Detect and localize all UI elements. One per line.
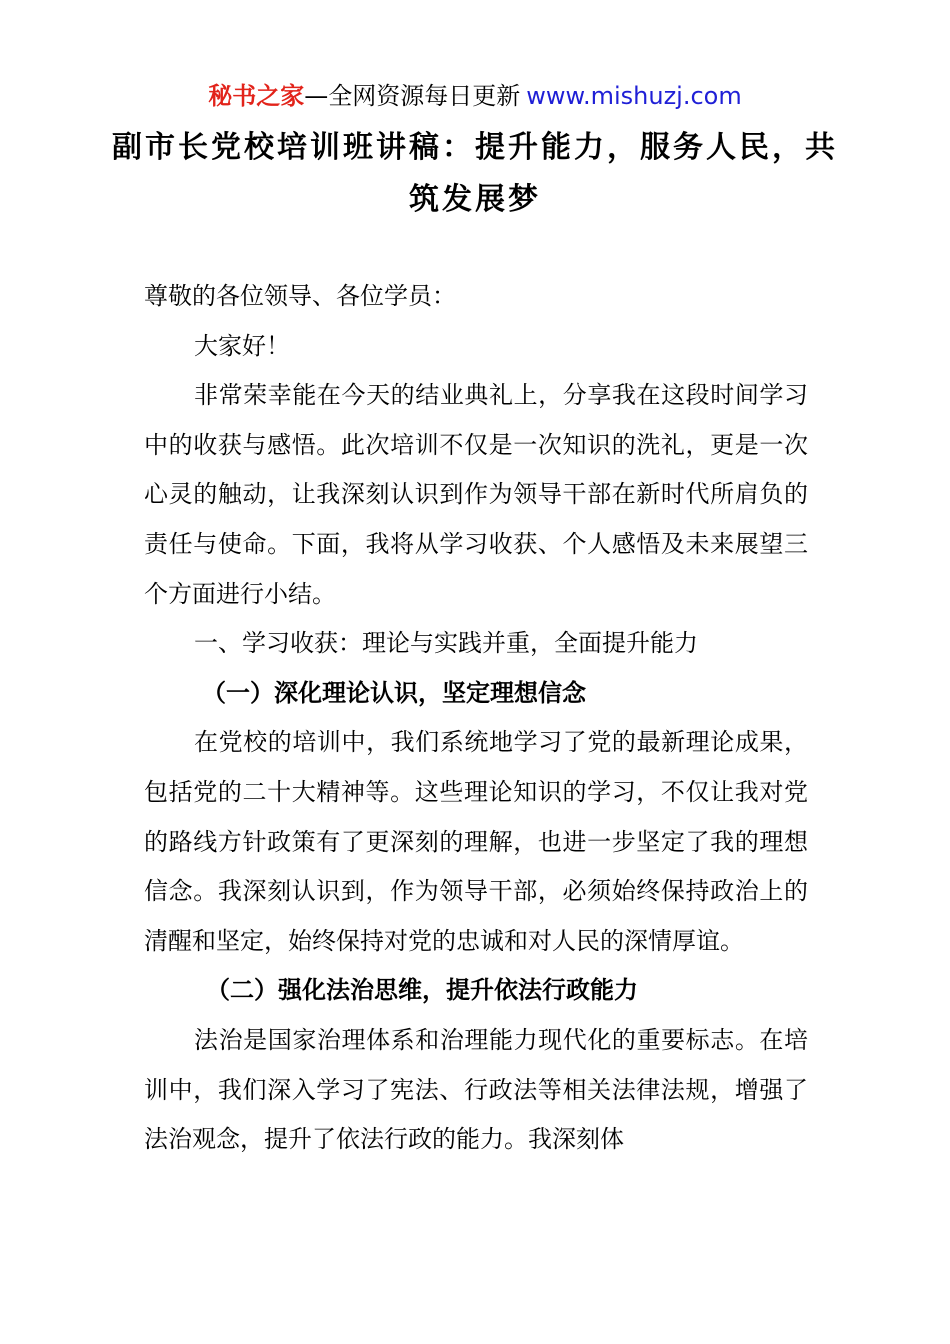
- subsection-heading-1: （一）深化理论认识，坚定理想信念: [202, 678, 586, 707]
- salutation: 尊敬的各位领导、各位学员：: [144, 282, 456, 310]
- site-header: [0, 80, 950, 112]
- greeting: 大家好！: [194, 331, 290, 360]
- intro-paragraph: 非常荣幸能在今天的结业典礼上，分享我在这段时间学习中的收获与感悟。此次培训不仅是一次知识的洗礼，更是一次心灵的触动，让我深刻认识到作为领导干部在新时代所肩负的责任与使命。下面，我将从学习收获、个人感悟及未来展望三个方面进行小结。: [144, 381, 808, 608]
- site-brand: 秘书之家: [208, 82, 305, 110]
- subsection-2-paragraph: 法治是国家治理体系和治理能力现代化的重要标志。在培训中，我们深入学习了宪法、行政法等相关法律法规，增强了法治观念，提升了依法行政的能力。我深刻体: [144, 1025, 808, 1154]
- document-title: 副市长党校培训班讲稿：提升能力，服务人民，共筑发展梦: [112, 130, 838, 217]
- section-heading-1: 一、学习收获：理论与实践并重，全面提升能力: [194, 629, 698, 658]
- site-tagline: —全网资源每日更新: [304, 82, 521, 110]
- subsection-heading-2: （二）强化法治思维，提升依法行政能力: [206, 976, 638, 1005]
- document-body: [144, 272, 808, 1165]
- site-url-link[interactable]: www.mishuzj.com: [526, 82, 742, 110]
- subsection-1-paragraph: 在党校的培训中，我们系统地学习了党的最新理论成果，包括党的二十大精神等。这些理论知识的学习，不仅让我对党的路线方针政策有了更深刻的理解，也进一步坚定了我的理想信念。我深刻认识到，作为领导干部，必须始终保持政治上的清醒和坚定，始终保持对党的忠诚和对人民的深情厚谊。: [144, 728, 808, 955]
